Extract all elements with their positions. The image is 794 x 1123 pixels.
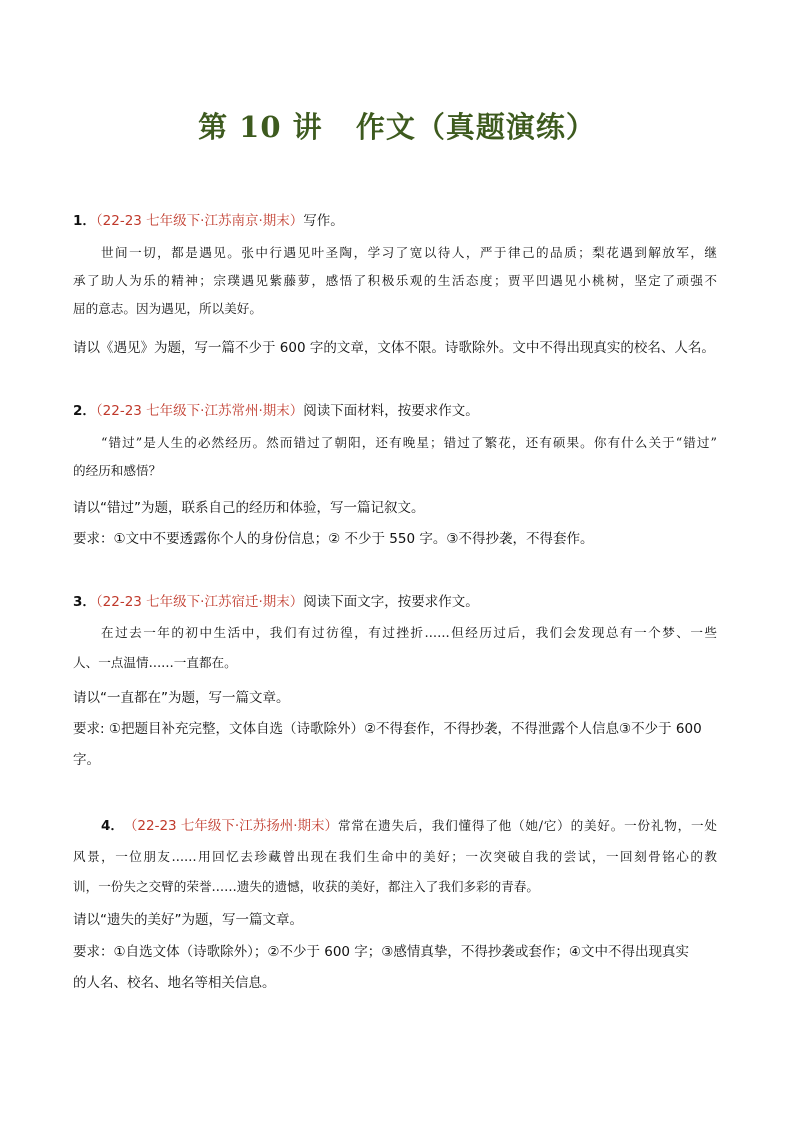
source-close: ）	[289, 213, 304, 229]
body-line: 屈的意志。因为遇见，所以美好。	[73, 301, 262, 316]
question-source: 22-23 七年级下·江苏南京·期末	[102, 213, 290, 229]
question-number: 3．	[73, 594, 96, 610]
source-open: （	[95, 594, 103, 610]
source-open: （	[95, 403, 103, 419]
source-close: ）	[289, 403, 304, 419]
body-line: 风景，一位朋友……用回忆去珍藏曾出现在我们生命中的美好；一次突破自我的尝试，一回刻骨铭心的教	[73, 849, 717, 864]
requirement-line: 请以《遇见》为题，写一篇不少于 600 字的文章，文体不限。诗歌除外。文中不得出现真实的校名、人名。	[73, 340, 715, 356]
requirement-line: 要求：①自选文体（诗歌除外）；②不少于 600 字；③感情真挚，不得抄袭或套作；④文中不得出现真实	[73, 944, 690, 960]
question-header	[73, 590, 479, 610]
body-line: 的经历和感悟？	[73, 463, 162, 478]
question-task: 阅读下面材料，按要求作文。	[303, 403, 479, 419]
requirement-line: 的人名、校名、地名等相关信息。	[73, 975, 276, 991]
question-source: 22-23 七年级下·江苏宿迁·期末	[102, 594, 290, 610]
source-open: （	[95, 213, 103, 229]
body-line: 世间一切，都是遇见。张中行遇见叶圣陶，学习了宽以待人，严于律己的品质；梨花遇到解放军，继	[101, 245, 717, 260]
question-number: 4．	[101, 818, 124, 834]
body-line: 人、一点温情……一直都在。	[73, 655, 237, 670]
body-line: 训，一份失之交臂的荣誉……遗失的遗憾，收获的美好，都注入了我们多彩的青春。	[73, 879, 539, 894]
body-line: “错过”是人生的必然经历。然而错过了朝阳，还有晚星；错过了繁花，还有硕果。你有什么关于“错过”	[101, 435, 717, 450]
source-open: （	[123, 818, 138, 834]
question-source: 22-23 七年级下·江苏常州·期末	[102, 403, 290, 419]
question-number: 2．	[73, 403, 96, 419]
requirement-line: 请以“一直都在”为题，写一篇文章。	[73, 690, 290, 706]
requirement-line: 字。	[73, 752, 100, 768]
question-number: 1．	[73, 213, 96, 229]
body-line: 在过去一年的初中生活中，我们有过彷徨，有过挫折……但经历过后，我们会发现总有一个梦、一些	[101, 625, 717, 640]
source-close: ）	[324, 818, 339, 834]
source-close: ）	[289, 594, 304, 610]
body-line: 承了助人为乐的精神；宗璞遇见紫藤萝，感悟了积极乐观的生活态度；贾平凹遇见小桃树，坚定了顽强不	[73, 273, 717, 288]
question-header	[101, 814, 717, 834]
requirement-line: 请以“遗失的美好”为题，写一篇文章。	[73, 912, 303, 928]
question-source: 22-23 七年级下·江苏扬州·期末	[137, 818, 325, 834]
page-title: 第 10 讲 作文（真题演练）	[198, 110, 596, 144]
body-line: 常常在遗失后，我们懂得了他（她/它）的美好。一份礼物，一处	[338, 818, 717, 833]
question-header	[73, 399, 479, 419]
question-task: 阅读下面文字，按要求作文。	[303, 594, 479, 610]
requirement-line: 要求：①文中不要透露你个人的身份信息；② 不少于 550 字。③不得抄袭，不得套作。	[73, 531, 594, 547]
question-header	[73, 209, 344, 229]
requirement-line: 请以“错过”为题，联系自己的经历和体验，写一篇记叙文。	[73, 500, 425, 516]
requirement-line: 要求: ①把题目补充完整，文体自选（诗歌除外）②不得套作，不得抄袭，不得泄露个人信息③不少于 600	[73, 721, 702, 737]
question-task: 写作。	[303, 213, 344, 229]
